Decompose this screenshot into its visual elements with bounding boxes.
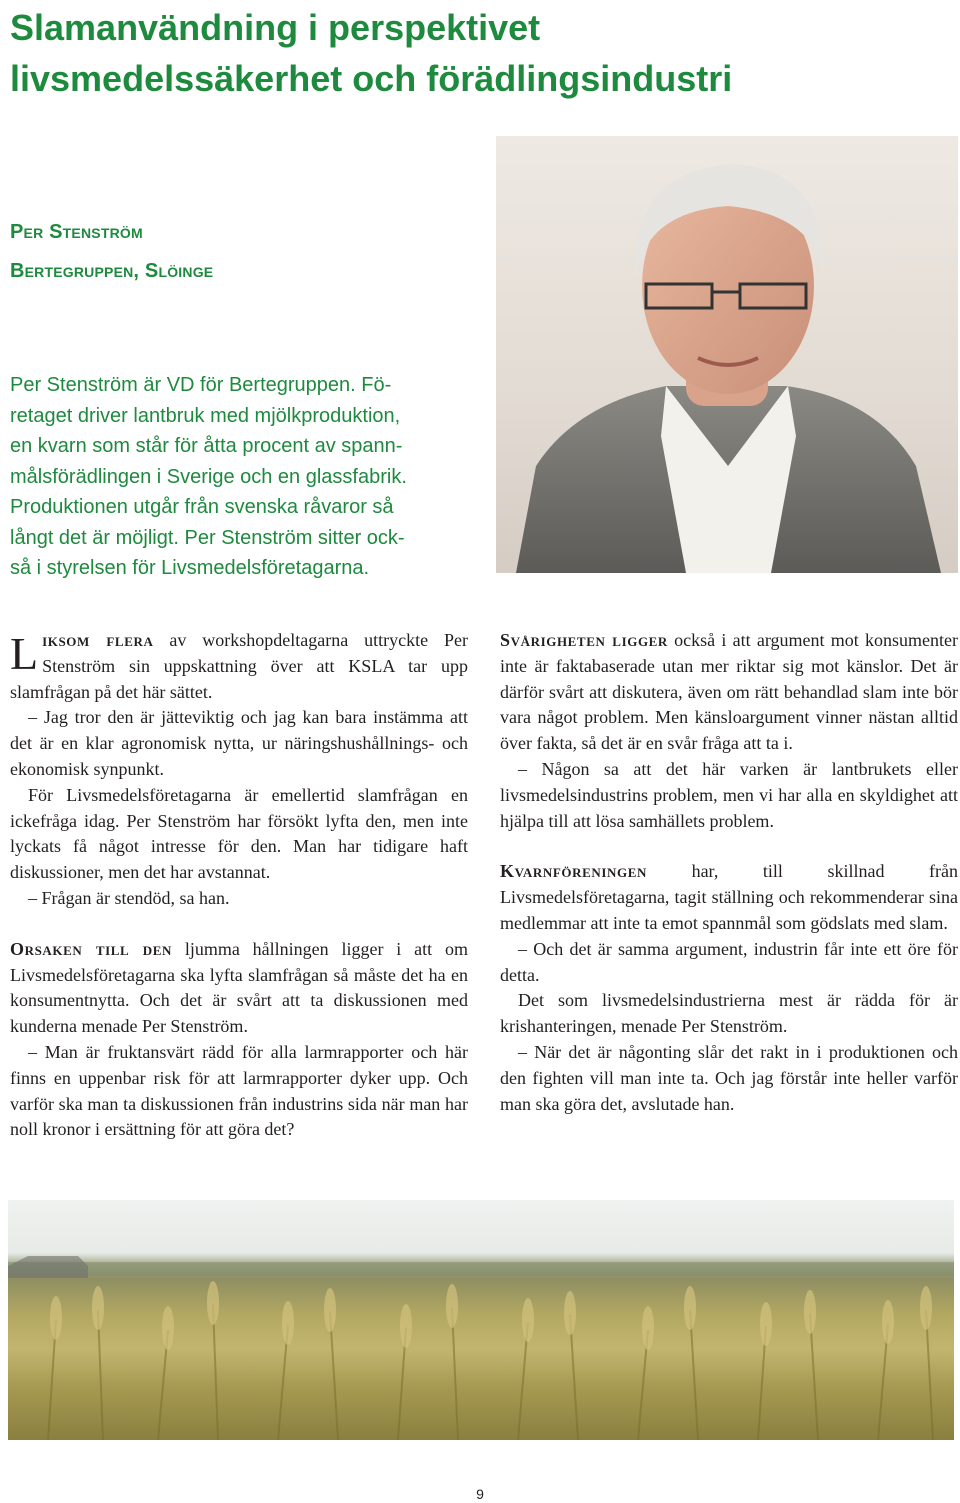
portrait-photo — [496, 136, 958, 573]
intro-line: så i styrelsen för Livsmedelsföretagarna. — [10, 557, 370, 579]
paragraph — [10, 937, 468, 1040]
paragraph-lead: Kvarnföreningen — [500, 861, 647, 882]
wheat-field-photo — [8, 1200, 954, 1440]
paragraph-text: har, till skillnad från Livsmedelsföretagarna, tagit ställning och rekommenderar sina medlemmar att inte ta emot spannmål som gödslats med slam. — [500, 861, 958, 933]
page-number: 9 — [476, 1486, 484, 1502]
farm-building-shape — [8, 1256, 88, 1278]
paragraph — [500, 628, 958, 757]
paragraph: – Man är fruktansvärt rädd för alla larmrapporter och här finns en uppenbar risk för att larmrapporter dyker upp. Och varför ska man ta diskussionen från industrins sida när man har noll kronor i ersättning för att göra det? — [10, 1041, 468, 1140]
article-column-right — [500, 628, 958, 1117]
wheat-heads — [50, 1281, 932, 1350]
paragraph — [10, 628, 468, 705]
wheat-stalks — [48, 1305, 933, 1440]
paragraph: – Någon sa att det här varken är lantbrukets eller livsmedelsindustrins problem, men vi har alla en skyldighet att hjälpa till att lösa samhällets problem. — [500, 758, 958, 831]
intro-line: Produktionen utgår från svenska råvaror så — [10, 496, 394, 518]
title-line-2: livsmedelssäkerhet och förädlingsindustri — [10, 58, 733, 99]
article-title — [10, 2, 910, 104]
paragraph: – Och det är samma argument, industrin får inte ett öre för detta. — [500, 938, 958, 985]
paragraph: – Jag tror den är jätteviktig och jag kan bara instämma att det är en klar agronomisk nytta, ur näringshushållnings- och ekonomisk synpunkt. — [10, 707, 468, 779]
paragraph-lead: Orsaken till den — [10, 938, 172, 959]
paragraph-lead: iksom flera — [42, 630, 154, 650]
treeline-shape — [8, 1262, 954, 1276]
author-affiliation: Bertegruppen, Slöinge — [10, 260, 214, 282]
title-line-1: Slamanvändning i perspektivet — [10, 7, 541, 48]
intro-line: målsförädlingen i Sverige och en glassfabrik. — [10, 465, 407, 488]
intro-paragraph — [10, 370, 480, 584]
article-column-left — [10, 628, 468, 1143]
intro-line: Per Stenström är VD för Bertegruppen. Fö- — [10, 374, 392, 396]
paragraph: – När det är någonting slår det rakt in i produktionen och den fighten vill man inte ta. Och jag förstår inte heller varför man ska göra det, avslutade han. — [500, 1041, 958, 1114]
paragraph-lead: Svårigheten ligger — [500, 630, 668, 650]
paragraph-text: också i att argument mot konsumenter inte är faktabaserade utan mer riktar sig mot känslor. Det är därför svårt att diskutera, även om rätt behandlad slam inte bör vara något problem. Men känsloargument vinner nästan alltid över fakta, så det är en svår fråga att ta i. — [500, 630, 959, 754]
paragraph-text: ljumma hållningen ligger i att om Livsmedelsföretagarna ska lyfta slamfrågan så måste det ha en konsumentnytta. Och det är svårt att ta diskussionen med kunderna menade Per Stenström. — [10, 938, 468, 1037]
intro-line: retaget driver lantbruk med mjölkproduktion, — [10, 404, 401, 427]
paragraph: Det som livsmedelsindustrierna mest är rädda för är krishanteringen, menade Per Stenström. — [500, 990, 958, 1037]
wheat-field-illustration — [8, 1200, 954, 1440]
drop-cap: L — [10, 628, 39, 679]
author-name: Per Stenström — [10, 221, 143, 243]
paragraph — [500, 859, 958, 936]
paragraph: – Frågan är stendöd, sa han. — [28, 887, 230, 908]
portrait-illustration — [496, 136, 958, 573]
intro-line: en kvarn som står för åtta procent av spann- — [10, 435, 403, 457]
paragraph: För Livsmedelsföretagarna är emellertid slamfrågan en ickefråga idag. Per Stenström har försökt lyfta den, men inte lyckats få något intresse för den. Man har tidigare haft diskussioner, men det har avstannat. — [10, 784, 468, 883]
intro-line: långt det är möjligt. Per Stenström sitter ock- — [10, 526, 405, 549]
paragraph-text: av workshopdeltagarna uttryckte Per Stenström sin uppskattning över att KSLA tar upp slamfrågan på det här sättet. — [10, 630, 468, 702]
